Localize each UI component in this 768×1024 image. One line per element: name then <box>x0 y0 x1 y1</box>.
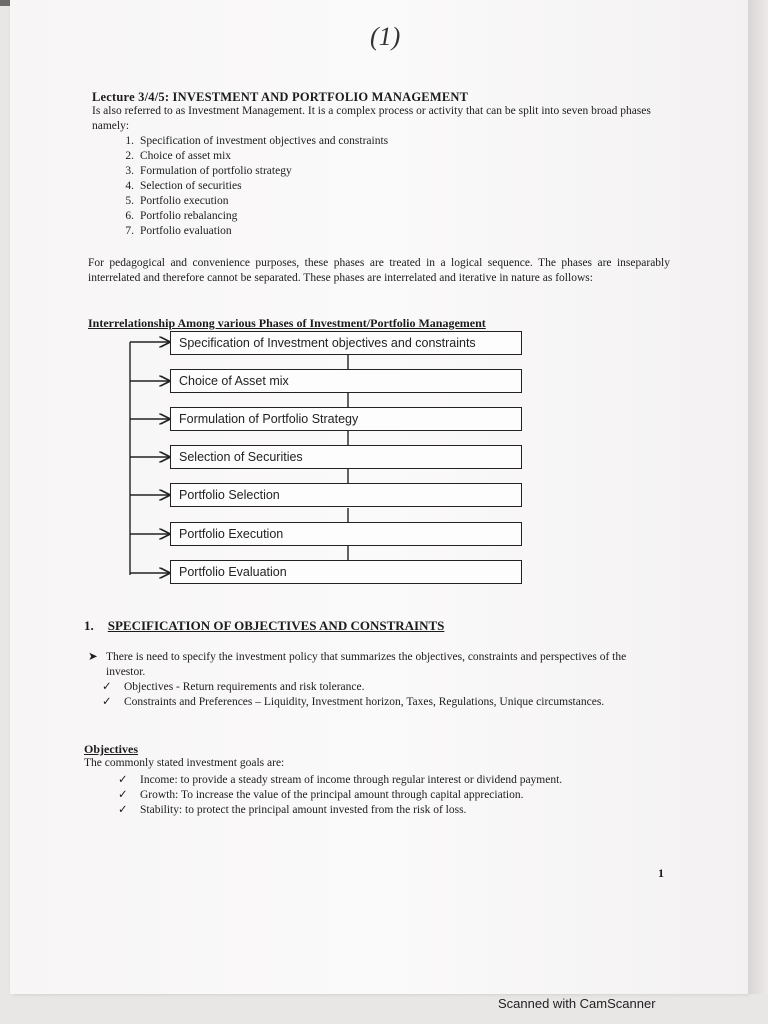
checkmark-icon: ✓ <box>118 789 128 801</box>
page-number: 1 <box>658 866 664 880</box>
checkmark-icon: ✓ <box>118 804 128 816</box>
list-item: 1. Specification of investment objectives and constraints <box>125 135 389 147</box>
objectives-intro: The commonly stated investment goals are: <box>84 757 285 769</box>
list-item: ➤ There is need to specify the investment policy that summarizes the objectives, constraints and perspectives of the investor. <box>88 651 627 678</box>
goal-list <box>104 773 562 818</box>
scanner-watermark: Scanned with CamScanner <box>498 996 656 1011</box>
list-item: 7. Portfolio evaluation <box>125 225 232 237</box>
list-item: ✓ Stability: to protect the principal amount invested from the risk of loss. <box>118 804 467 816</box>
checkmark-icon: ✓ <box>102 696 112 708</box>
section-title: SPECIFICATION OF OBJECTIVES AND CONSTRAINTS <box>107 618 445 633</box>
handwritten-page-mark: (1) <box>370 22 401 51</box>
intro-paragraph: Is also referred to as Investment Management. It is a complex process or activity that can be split into seven broad phases namely: <box>92 105 651 132</box>
objectives-heading: Objectives <box>84 742 138 756</box>
list-item: ✓ Income: to provide a steady stream of income through regular interest or dividend payment. <box>118 774 563 786</box>
flow-box-objectives: Specification of Investment objectives and constraints <box>170 331 522 355</box>
flow-box-asset-mix: Choice of Asset mix <box>170 369 522 393</box>
sequence-paragraph: For pedagogical and convenience purposes, these phases are treated in a logical sequence. The phases are inseparably interrelated and therefore cannot be separated. These phases are interrelated and iterative in nature as follows: <box>88 257 670 284</box>
list-item: ✓ Constraints and Preferences – Liquidity, Investment horizon, Taxes, Regulations, Unique circumstances. <box>102 696 605 708</box>
list-item: 5. Portfolio execution <box>125 195 229 207</box>
checkmark-icon: ✓ <box>102 681 112 693</box>
arrow-bullet-icon: ➤ <box>88 651 98 663</box>
flow-box-strategy: Formulation of Portfolio Strategy <box>170 407 522 431</box>
flow-box-evaluation: Portfolio Evaluation <box>170 560 522 584</box>
section-bullets <box>88 650 668 710</box>
list-item: 6. Portfolio rebalancing <box>125 210 238 222</box>
flow-box-execution: Portfolio Execution <box>170 522 522 546</box>
section-heading <box>84 618 444 634</box>
list-item: ✓ Objectives - Return requirements and risk tolerance. <box>102 681 365 693</box>
flow-box-securities: Selection of Securities <box>170 445 522 469</box>
checkmark-icon: ✓ <box>118 774 128 786</box>
lecture-title: Lecture 3/4/5: INVESTMENT AND PORTFOLIO MANAGEMENT <box>92 90 469 104</box>
flow-box-selection: Portfolio Selection <box>170 483 522 507</box>
diagram-title: Interrelationship Among various Phases of Investment/Portfolio Management <box>88 316 486 330</box>
list-item: 3. Formulation of portfolio strategy <box>125 165 292 177</box>
section-number: 1. <box>84 618 94 633</box>
list-item: 4. Selection of securities <box>125 180 242 192</box>
list-item: ✓ Growth: To increase the value of the principal amount through capital appreciation. <box>118 789 524 801</box>
list-item: 2. Choice of asset mix <box>125 150 232 162</box>
